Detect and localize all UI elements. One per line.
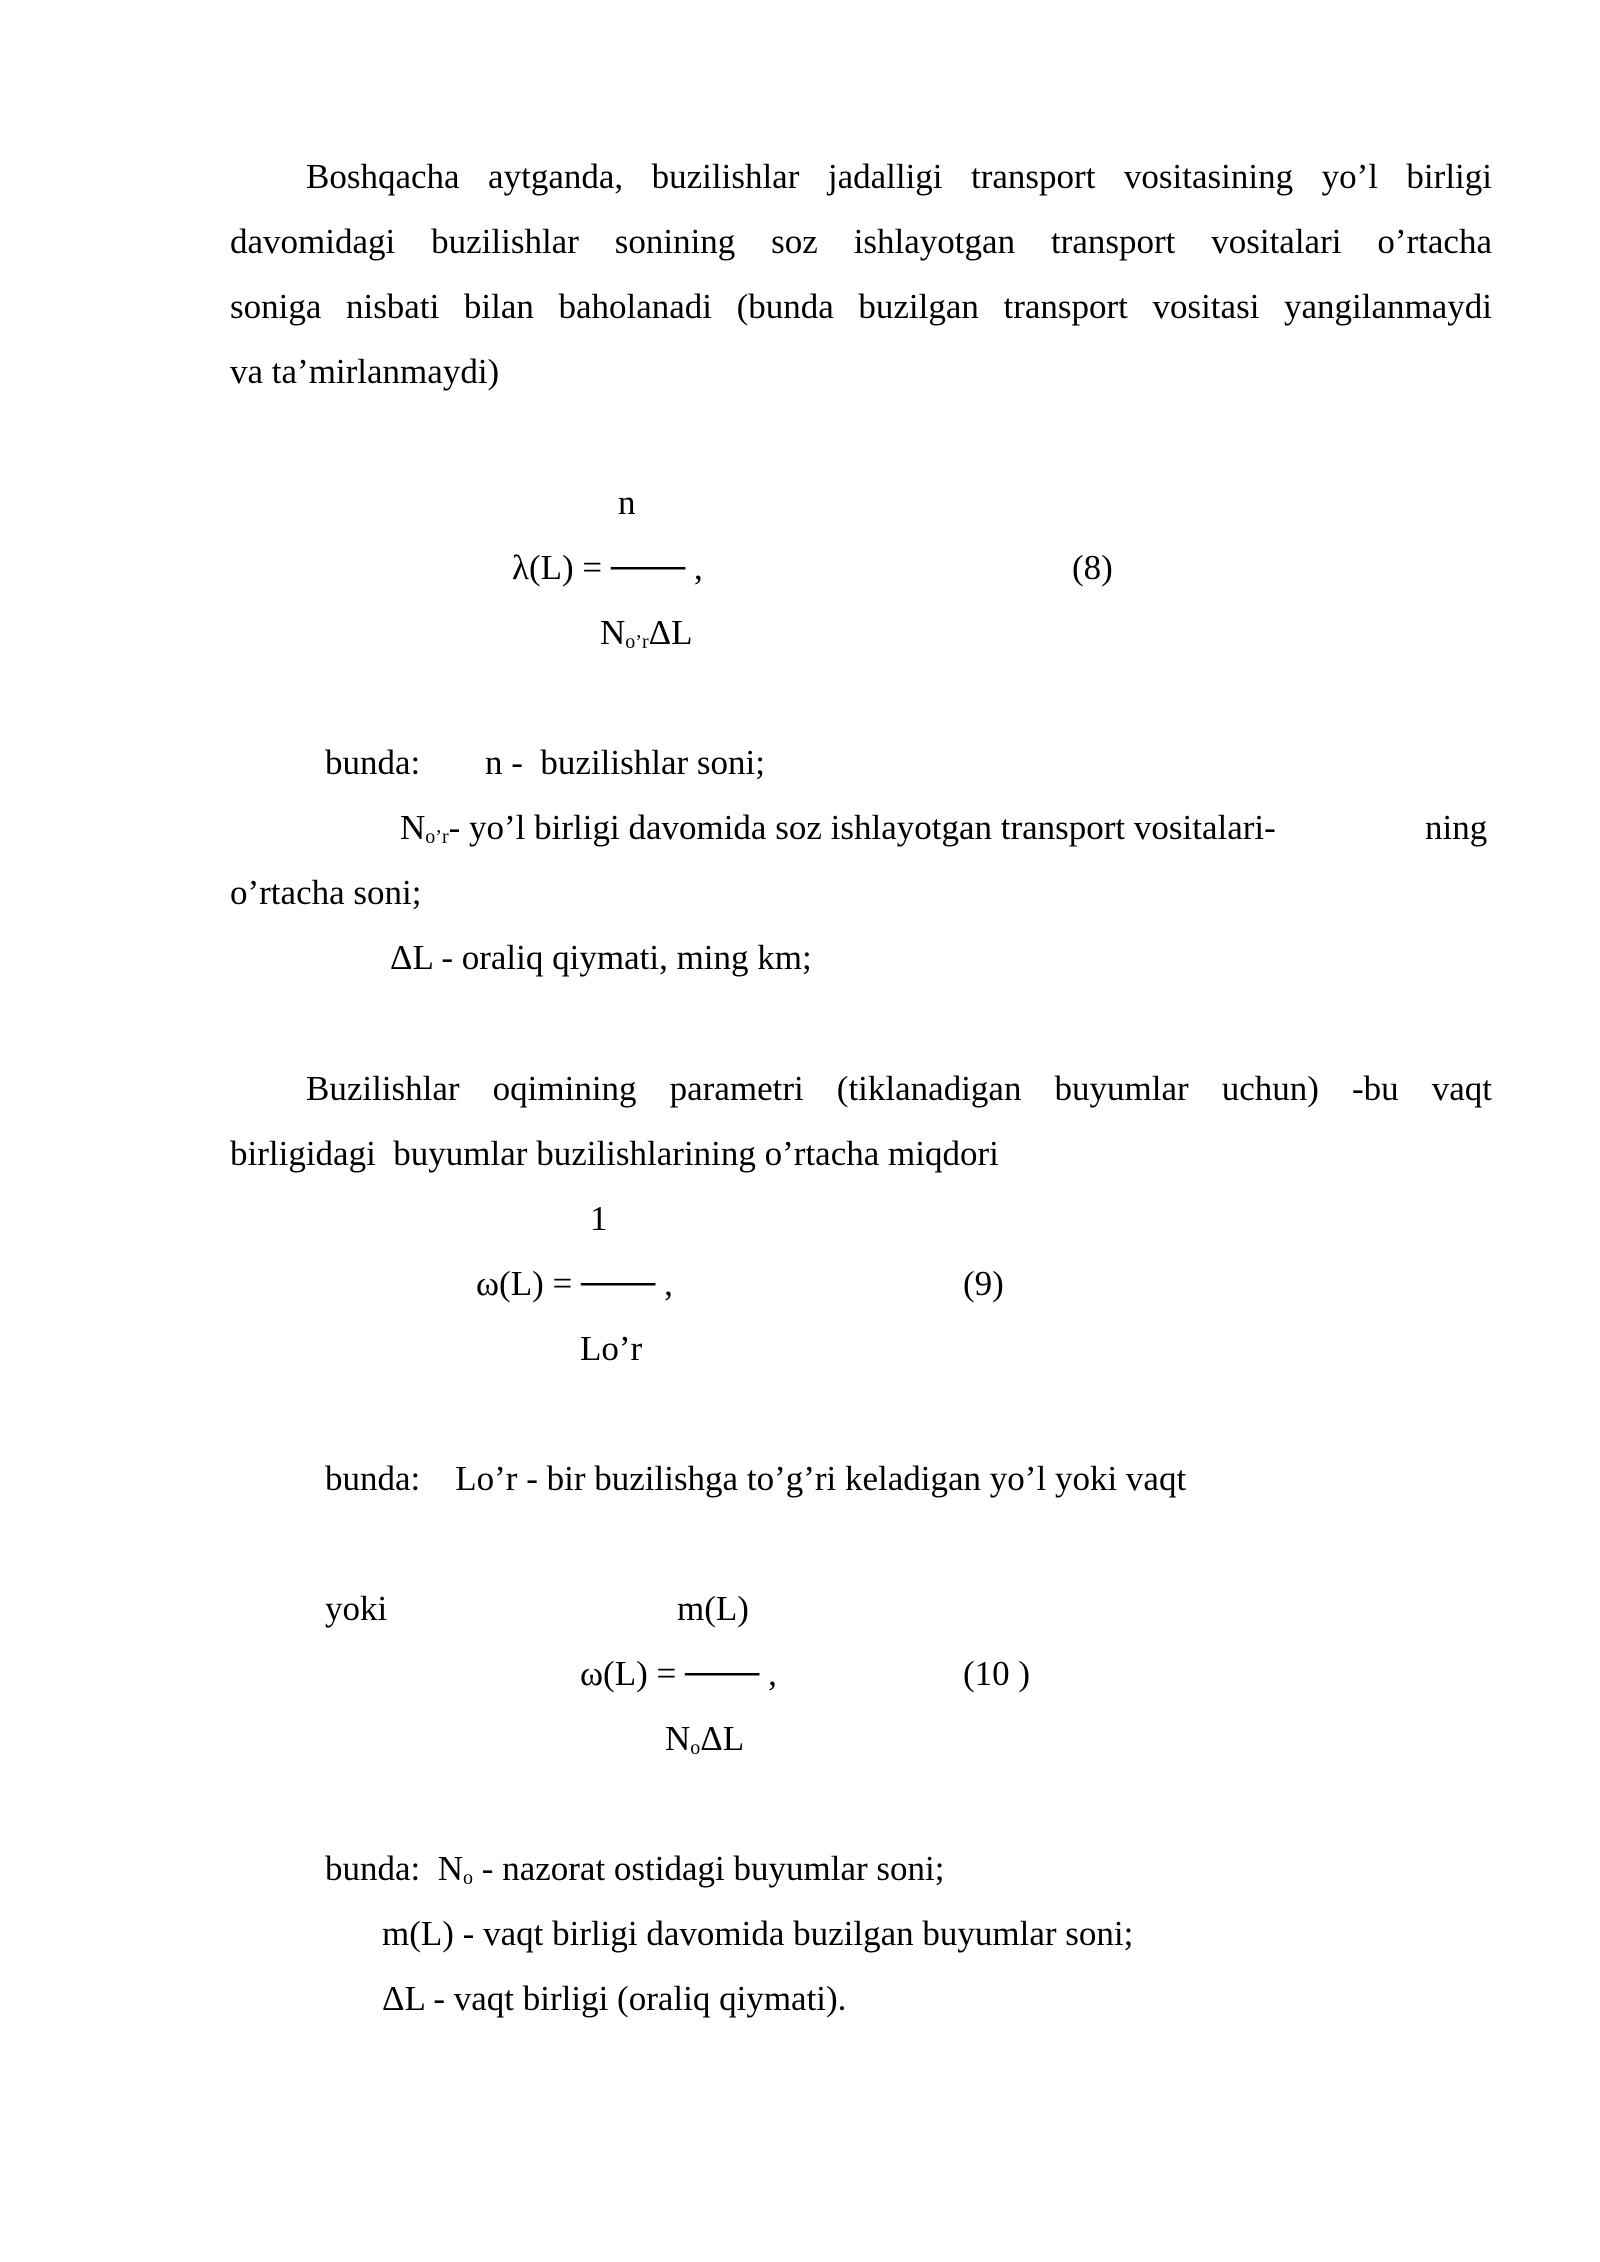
legend10-label: bunda:: [325, 1849, 421, 1888]
legend10-item1-symbol: N: [437, 1849, 464, 1888]
legend8-item2-text: - yo’l birligi davomida soz ishlayotgan transport vositalari-: [448, 808, 1276, 847]
legend10-item2: m(L) - vaqt birligi davomida buzilgan buyumlar soni;: [382, 1914, 1134, 1953]
legend8-item2-continuation: o’rtacha soni;: [230, 873, 422, 912]
paragraph1-line4: va ta’mirlanmaydi): [230, 352, 500, 391]
formula10-lhs: ω(L) = ─── ,: [580, 1654, 777, 1693]
paragraph1-line1: [306, 157, 1492, 197]
legend8-label: bunda:: [325, 743, 421, 782]
legend10-item1: [325, 1849, 944, 1889]
formula9-number: (9): [963, 1264, 1004, 1303]
legend10-item1-sub: o: [463, 1867, 474, 1889]
legend8-item2-right: ning: [1425, 808, 1488, 847]
legend8-item1: n - buzilishlar soni;: [485, 743, 765, 782]
formula8-denominator-tail: ΔL: [648, 613, 693, 652]
paragraph2-line1: [306, 1069, 1492, 1109]
formula9-denominator: Lo’r: [580, 1329, 643, 1368]
formula8-lhs: λ(L) = ─── ,: [512, 548, 703, 587]
formula10-denominator-sub: o: [690, 1737, 701, 1759]
legend8-item2: [400, 808, 1276, 848]
formula10-prefix: yoki: [325, 1589, 388, 1628]
formula10-denominator-tail: ΔL: [700, 1719, 745, 1758]
formula10-number: (10 ): [963, 1654, 1031, 1693]
legend8-item2-sub: o’r: [425, 826, 449, 848]
formula10-numerator: m(L): [677, 1589, 749, 1628]
formula8-denominator-sub: o’r: [625, 631, 649, 653]
legend8-item3: ΔL - oraliq qiymati, ming km;: [390, 938, 812, 977]
formula10-denominator-main: N: [665, 1719, 691, 1758]
paragraph2-line1-text: Buzilishlar oqimining parametri (tiklanadigan buyumlar uchun) -bu vaqt: [306, 1069, 1492, 1108]
legend10-item3: ΔL - vaqt birligi (oraliq qiymati).: [382, 1979, 847, 2018]
formula8-denominator-main: N: [600, 613, 626, 652]
paragraph2-line2: birligidagi buyumlar buzilishlarining o’rtacha miqdori: [230, 1134, 999, 1173]
legend10-item1-text: - nazorat ostidagi buyumlar soni;: [481, 1849, 945, 1888]
legend9-text: bunda: Lo’r - bir buzilishga to’g’ri keladigan yo’l yoki vaqt: [325, 1459, 1187, 1498]
formula10-denominator: [665, 1719, 744, 1759]
formula9-numerator: 1: [590, 1199, 608, 1238]
formula9-lhs: ω(L) = ─── ,: [476, 1264, 673, 1303]
formula8-number: (8): [1072, 548, 1113, 587]
paragraph1-line2: davomidagi buzilishlar sonining soz ishlayotgan transport vositalari o’rtacha: [230, 222, 1492, 261]
legend8-item2-symbol: N: [400, 808, 426, 847]
formula8-denominator: [600, 613, 693, 653]
paragraph1-line3: soniga nisbati bilan baholanadi (bunda buzilgan transport vositasi yangilanmaydi: [230, 287, 1492, 326]
paragraph1-line1-text: Boshqacha aytganda, buzilishlar jadalligi transport vositasining yo’l birligi: [306, 157, 1492, 196]
formula8-numerator: n: [618, 483, 636, 522]
